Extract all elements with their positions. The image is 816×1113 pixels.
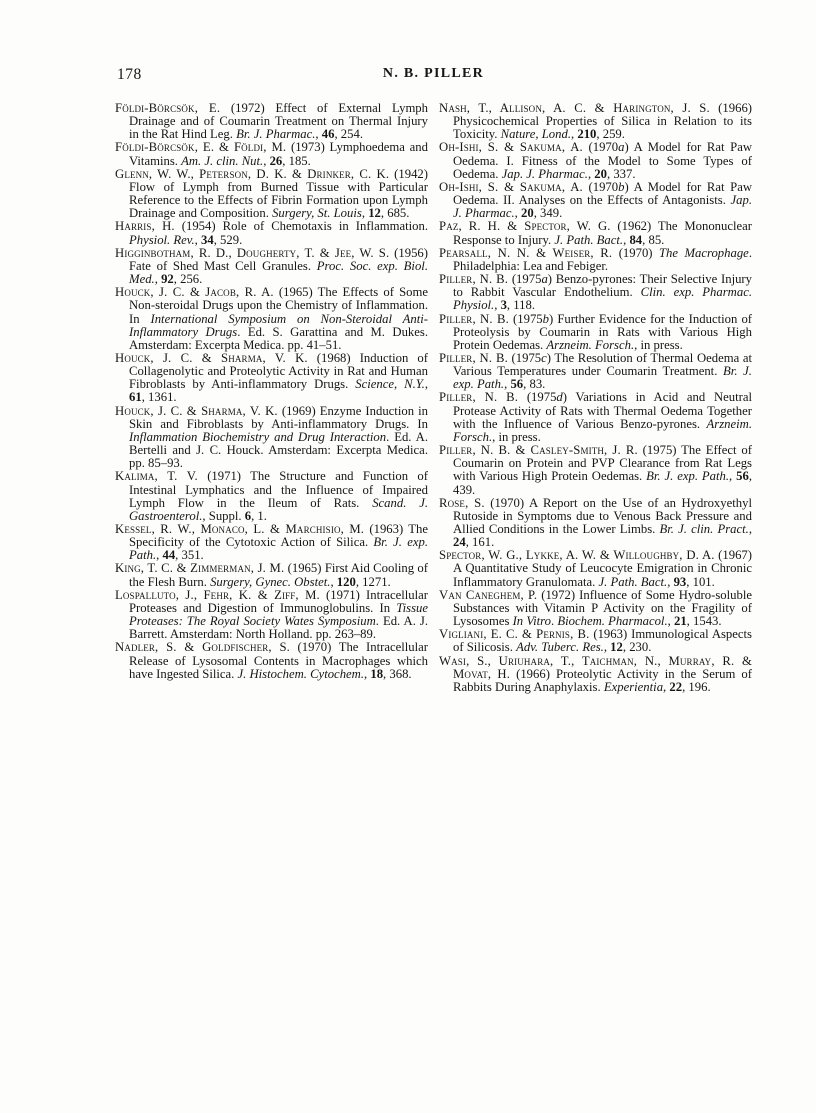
reference-segment: 22 <box>669 679 683 694</box>
reference-segment: , 368. <box>383 666 412 681</box>
reference-entry <box>439 497 752 550</box>
reference-segment: (1967) A Quantitative Study of Leucocyte Emigration in Chronic Inflammatory Granulomata. <box>453 548 752 589</box>
reference-segment: (1973) Lymphoedema and Vitamins. <box>129 140 428 168</box>
reference-segment: 56 <box>510 377 524 392</box>
reference-segment: 20 <box>594 166 607 181</box>
reference-entry <box>439 102 752 141</box>
reference-segment: Houck, J. C. & Jacob, R. A. <box>115 285 274 300</box>
reference-segment: (1968) Induction of Collagenolytic and Proteolytic Activity in Rat and Human Fibroblasts by Anti-inflammatory Drugs. <box>129 350 428 392</box>
reference-segment: 46 <box>321 127 335 142</box>
reference-segment: , <box>263 153 270 168</box>
reference-segment: , 101. <box>686 574 715 589</box>
journal-page <box>115 66 752 694</box>
reference-segment: 26 <box>269 153 283 168</box>
references-section <box>115 102 752 694</box>
reference-segment: , 259. <box>596 127 625 142</box>
reference-segment: Nadler, S. & Goldfischer, S. <box>115 640 290 655</box>
reference-segment: , 1361. <box>141 390 177 405</box>
reference-segment: 44 <box>162 548 176 563</box>
reference-segment: Piller, N. B. <box>439 350 508 365</box>
reference-segment: , 185. <box>282 153 311 168</box>
reference-segment: 20 <box>521 206 534 221</box>
reference-segment: Science, N.Y. <box>355 377 425 392</box>
reference-segment: 3 <box>500 298 507 313</box>
reference-segment: a <box>618 140 625 155</box>
reference-segment: Rose, S. <box>439 495 485 510</box>
reference-entry <box>439 313 752 352</box>
reference-segment: (1970) The Intracellular Release of Lysosomal Contents in Macrophages which have Ingested Silica. <box>129 640 429 681</box>
reference-entry <box>115 352 428 405</box>
reference-segment: , 529. <box>213 232 243 247</box>
reference-segment: (1975 <box>507 350 542 365</box>
reference-segment: (1972) Influence of Some Hydro-soluble Substances with Vitamin P Activity on the Fragility of Lysosomes <box>453 587 752 629</box>
reference-segment: Kessel, R. W., Monaco, L. & Marchisio, M. <box>115 522 365 536</box>
reference-segment: Arzneim. Forsch. <box>453 416 752 444</box>
reference-segment: . Ed. S. Garattina and M. Dukes. Amsterdam: Excerpta Medica. pp. 41–51. <box>129 324 428 352</box>
reference-segment: , <box>663 679 670 694</box>
reference-segment: Houck, J. C. & Sharma, V. K. <box>115 350 308 365</box>
page-number: 178 <box>117 66 142 83</box>
reference-entry <box>439 655 752 694</box>
reference-segment: , <box>194 232 201 247</box>
reference-segment: , <box>667 574 674 589</box>
reference-segment: , <box>748 522 752 536</box>
reference-segment: (1971) Intracellular Proteases and Digestion of Immunoglobulins. In <box>129 587 428 615</box>
reference-entry <box>115 562 428 588</box>
reference-segment: Br. J. exp. Path. <box>646 469 730 484</box>
reference-segment: Br. J. Pharmac. <box>236 127 316 142</box>
reference-segment: , <box>156 548 163 563</box>
reference-segment: ) The Resolution of Thermal Oedema at Various Temperatures under Coumarin Treatment. <box>453 350 752 379</box>
reference-entry <box>115 286 428 352</box>
reference-segment: Jap. J. Pharmac. <box>501 166 588 181</box>
reference-entry <box>439 549 752 588</box>
reference-segment: Földi-Börcsök, E. <box>115 101 221 115</box>
reference-entry <box>439 444 752 497</box>
reference-segment: , Suppl. <box>202 508 245 523</box>
reference-segment: , 1543. <box>686 614 722 629</box>
reference-segment: Biochem. Pharmacol. <box>557 614 668 629</box>
reference-segment: . <box>551 614 558 629</box>
reference-segment: J. Path. Bact. <box>554 232 624 247</box>
reference-segment: Jap. J. Pharmac. <box>453 193 752 221</box>
reference-segment: (1975) The Effect of Coumarin on Protein and PVP Clearance from Rat Legs with Various High Protein Oedemas. <box>453 443 752 484</box>
reference-segment: Piller, N. B. <box>439 390 519 405</box>
reference-segment: (1975 <box>518 390 557 405</box>
reference-segment: Physiol. Rev. <box>129 232 195 247</box>
reference-segment: Am. J. clin. Nut. <box>181 153 264 168</box>
reference-segment: (1962) The Mononuclear Response to Injury. <box>453 219 752 247</box>
reference-segment: The Macrophage <box>658 245 749 260</box>
reference-segment: 93 <box>673 574 687 589</box>
reference-segment: Scand. J. Gastroenterol. <box>129 495 429 523</box>
reference-segment: 92 <box>161 272 174 287</box>
reference-segment: ) A Model for Rat Paw Oedema. I. Fitness of the Model to Some Types of Oedema. <box>453 140 752 181</box>
reference-entry <box>439 628 752 654</box>
reference-segment: 34 <box>201 232 214 247</box>
reference-segment: , <box>361 206 369 221</box>
reference-entry <box>115 247 428 286</box>
reference-segment: Van Caneghem, P. <box>439 587 538 602</box>
reference-segment: (1970 <box>582 179 619 194</box>
reference-entry <box>115 141 428 167</box>
reference-segment: , 1. <box>251 508 267 523</box>
reference-segment: International Symposium on Non-Steroidal Anti-Inflammatory Drugs <box>129 311 429 339</box>
reference-segment: 18 <box>370 666 384 681</box>
reference-segment: 120 <box>336 574 356 589</box>
reference-segment: , <box>571 127 578 142</box>
reference-segment: ) Further Evidence for the Induction of Proteolysis by Coumarin in Rats with Various High Protein Oedemas. <box>453 311 753 352</box>
reference-segment: Tissue Proteases: The Royal Society Wates Symposium <box>129 600 428 629</box>
reference-segment: 12 <box>610 640 623 655</box>
reference-segment: (1954) Role of Chemotaxis in Inflammation. <box>174 219 428 234</box>
reference-segment: ) Variations in Acid and Neutral Protease Activity of Rats with Thermal Oedema Together with the Influence of Various Benzo-pyrones. <box>453 390 753 431</box>
reference-segment: Oh-Ishi, S. & Sakuma, A. <box>439 179 583 194</box>
reference-segment: 6 <box>244 508 252 523</box>
reference-entry <box>115 168 428 221</box>
reference-segment: d <box>556 390 563 405</box>
reference-segment: , 118. <box>506 298 535 313</box>
reference-segment: , 196. <box>682 679 711 694</box>
reference-segment: J. Path. Bact. <box>598 574 668 589</box>
reference-segment: 84 <box>629 232 643 247</box>
reference-segment: , 337. <box>606 166 636 181</box>
reference-segment: In Vitro <box>512 614 551 629</box>
reference-segment: 21 <box>673 614 687 629</box>
reference-segment: Glenn, W. W., Peterson, D. K. & Drinker, C. K. <box>115 166 390 181</box>
reference-segment: Clin. exp. Pharmac. Physiol. <box>453 285 752 313</box>
reference-segment: (1956) Fate of Shed Mast Cell Granules. <box>129 245 428 273</box>
reference-segment: , <box>667 614 674 629</box>
reference-segment: Surgery, St. Louis <box>272 206 362 221</box>
page-header <box>115 66 752 83</box>
reference-segment: Inflammation Biochemistry and Drug Interaction <box>129 429 387 444</box>
reference-segment: Experientia <box>603 679 664 694</box>
reference-segment: Nature, Lond. <box>500 127 572 142</box>
reference-segment: . Ed. A. J. Barrett. Amsterdam: North Holland. pp. 263–89. <box>129 614 428 642</box>
references-column-right <box>439 102 752 694</box>
reference-segment: Spector, W. G., Lykke, A. W. & Willoughby, D. A. <box>439 548 715 563</box>
reference-entry <box>439 352 752 391</box>
reference-segment: , in press. <box>492 429 541 444</box>
reference-segment: Br. J. exp. Path. <box>129 535 428 563</box>
reference-segment: (1975 <box>508 272 542 287</box>
reference-segment: (1966) Proteolytic Activity in the Serum of Rabbits During Anaphylaxis. <box>453 666 752 694</box>
reference-segment: , <box>364 666 371 681</box>
reference-segment: Surgery, Gynec. Obstet. <box>210 574 331 589</box>
reference-segment: Houck, J. C. & Sharma, V. K. <box>115 403 278 418</box>
reference-segment: , <box>623 232 630 247</box>
reference-segment: King, T. C. & Zimmerman, J. M. <box>115 561 285 576</box>
reference-entry <box>115 220 428 246</box>
reference-segment: Higginbotham, R. D., Dougherty, T. & Jee, W. S. <box>115 245 390 260</box>
reference-segment: , 83. <box>523 377 546 392</box>
reference-segment: Piller, N. B. & Casley-Smith, J. R. <box>439 443 638 458</box>
reference-entry <box>439 589 752 628</box>
reference-segment: , <box>504 377 511 392</box>
reference-segment: Proc. Soc. exp. Biol. Med. <box>129 258 428 287</box>
reference-segment: Adv. Tuberc. Res. <box>516 640 604 655</box>
reference-segment: (1963) The Specificity of the Cytotoxic Action of Silica. <box>129 522 428 550</box>
reference-segment: 12 <box>368 206 381 221</box>
reference-segment: (1971) The Structure and Function of Intestinal Lymphatics and the Influence of Impaired Lymph Flow in the Ileum of Rats. <box>129 469 429 510</box>
reference-segment: , 254. <box>334 127 363 142</box>
reference-segment: , <box>514 206 522 221</box>
reference-segment: , 1271. <box>355 574 391 589</box>
reference-segment: Piller, N. B. <box>439 272 509 287</box>
reference-segment: ) Benzo-pyrones: Their Selective Injury to Rabbit Vascular Endothelium. <box>453 272 753 300</box>
reference-segment: , <box>603 640 611 655</box>
reference-segment: Lospalluto, J., Fehr, K. & Ziff, M. <box>115 587 320 602</box>
reference-segment: . Ed. A. Bertelli and J. C. Houck. Amsterdam: Excerpta Medica. pp. 85–93. <box>129 429 428 471</box>
reference-segment: (1966) Physicochemical Properties of Silica in Relation to its Toxicity. <box>453 101 753 142</box>
reference-segment: , <box>587 166 595 181</box>
reference-segment: , <box>729 469 737 484</box>
reference-entry <box>115 523 428 562</box>
reference-segment: , <box>494 298 501 313</box>
reference-entry <box>115 641 428 680</box>
reference-segment: Harris, H. <box>115 219 175 234</box>
reference-entry <box>115 102 428 141</box>
reference-entry <box>115 470 428 523</box>
reference-segment: (1972) Effect of External Lymph Drainage and of Coumarin Treatment on Thermal Injury in the Rat Hind Leg. <box>129 101 428 142</box>
reference-segment: . Philadelphia: Lea and Febiger. <box>453 245 752 273</box>
reference-segment: b <box>618 179 625 194</box>
reference-segment: 61 <box>129 390 142 405</box>
reference-segment: Nash, T., Allison, A. C. & Harington, J. S. <box>439 101 710 115</box>
reference-segment: Oh-Ishi, S. & Sakuma, A. <box>439 140 583 155</box>
reference-segment: , in press. <box>634 337 683 352</box>
reference-segment: J. Histochem. Cytochem. <box>237 666 365 681</box>
reference-segment: Arzneim. Forsch. <box>546 337 635 352</box>
reference-segment: Br. J. clin. Pract. <box>659 522 749 536</box>
reference-segment: , 439. <box>453 469 752 497</box>
reference-segment: (1969) Enzyme Induction in Skin and Fibroblasts by Anti-inflammatory Drugs. In <box>129 403 429 431</box>
reference-segment: , 349. <box>533 206 563 221</box>
reference-segment: (1975 <box>508 311 543 326</box>
reference-segment: (1970 <box>582 140 619 155</box>
reference-segment: (1970) A Report on the Use of an Hydroxyethyl Rutoside in Symptoms due to Venous Back Pressure and Allied Conditions in the Lower Limbs. <box>453 495 752 536</box>
reference-segment: (1963) Immunological Aspects of Silicosis. <box>453 627 752 655</box>
reference-segment: , <box>424 377 429 392</box>
reference-segment: (1965) The Effects of Some Non-steroidal Drugs upon the Chemistry of Inflammation. In <box>129 285 428 326</box>
reference-segment: (1970) <box>612 245 659 260</box>
reference-segment: (1942) Flow of Lymph from Burned Tissue with Particular Reference to the Effects of Fibrin Formation upon Lymph Drainage and Composition. <box>129 166 428 221</box>
reference-segment: Vigliani, E. C. & Pernis, B. <box>439 627 590 642</box>
reference-segment: , 351. <box>175 548 204 563</box>
reference-entry <box>439 247 752 273</box>
reference-segment: 24 <box>453 535 466 550</box>
reference-segment: 56 <box>736 469 749 484</box>
running-head: N. B. PILLER <box>382 66 485 81</box>
reference-segment: Wasi, S., Uriuhara, T., Taichman, N., Murray, R. & Movat, H. <box>439 653 752 681</box>
reference-segment: Kalima, T. V. <box>115 469 198 484</box>
reference-segment: , 85. <box>642 232 665 247</box>
reference-entry <box>439 220 752 246</box>
reference-entry <box>439 273 752 312</box>
reference-segment: b <box>542 311 549 326</box>
reference-entry <box>439 141 752 180</box>
reference-entry <box>439 181 752 220</box>
reference-segment: , 230. <box>622 640 652 655</box>
reference-segment: Paz, R. H. & Spector, W. G. <box>439 219 611 234</box>
reference-segment: , <box>154 272 162 287</box>
references-column-left <box>115 102 428 694</box>
reference-segment: a <box>541 272 548 287</box>
reference-entry <box>439 391 752 444</box>
reference-segment: , <box>330 574 337 589</box>
reference-entry <box>115 405 428 471</box>
reference-segment: c <box>541 350 547 365</box>
reference-segment: ) A Model for Rat Paw Oedema. II. Analyses on the Effects of Antagonists. <box>453 179 752 208</box>
reference-segment: , <box>315 127 322 142</box>
reference-segment: , 685. <box>380 206 410 221</box>
reference-segment: , 161. <box>465 535 495 550</box>
reference-segment: , 256. <box>173 272 203 287</box>
reference-segment: (1965) First Aid Cooling of the Flesh Burn. <box>129 561 428 589</box>
reference-entry <box>115 589 428 642</box>
reference-segment: Piller, N. B. <box>439 311 509 326</box>
reference-segment: Földi-Börcsök, E. & Földi, M. <box>115 140 287 155</box>
reference-segment: Pearsall, N. N. & Weiser, R. <box>439 245 613 260</box>
reference-segment: 210 <box>577 127 597 142</box>
reference-segment: Br. J. exp. Path. <box>453 364 752 392</box>
